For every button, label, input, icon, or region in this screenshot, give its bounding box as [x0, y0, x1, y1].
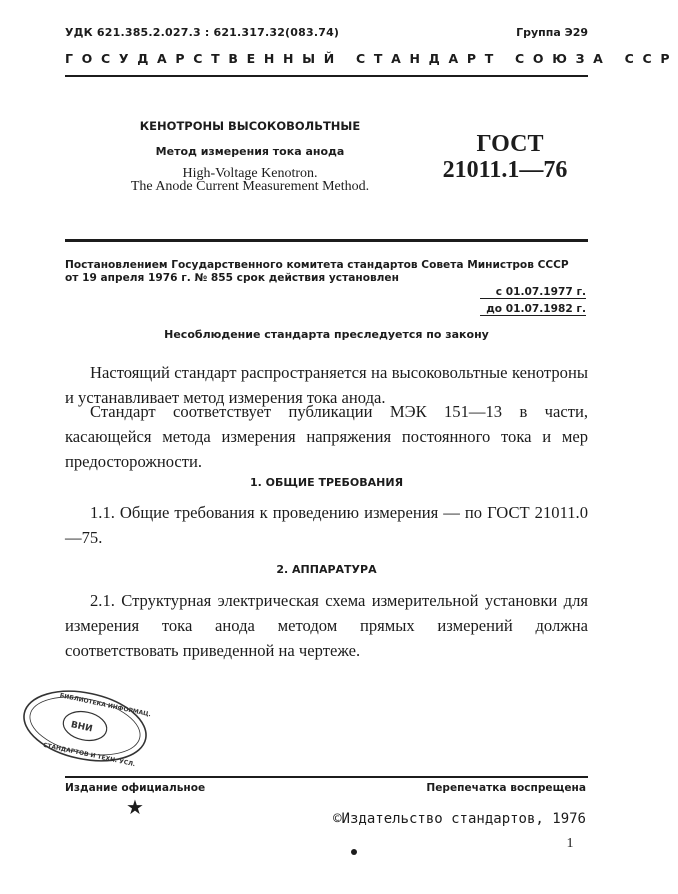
group-code: Группа Э29	[516, 26, 588, 39]
title-en-line2: The Anode Current Measurement Method.	[130, 179, 370, 194]
gost-label: ГОСТ	[476, 131, 544, 157]
section1-heading: 1. ОБЩИЕ ТРЕБОВАНИЯ	[249, 476, 404, 489]
title-en-line1: High-Voltage Kenotron.	[182, 166, 318, 181]
page-dot	[351, 849, 357, 855]
section2-heading: 2. АППАРАТУРА	[276, 563, 377, 576]
validity-from: с 01.07.1977 г.	[480, 286, 586, 299]
gost-number: 21011.1—76	[442, 157, 568, 183]
law-notice: Несоблюдение стандарта преследуется по закону	[164, 328, 489, 341]
intro-paragraph-1: Настоящий стандарт распространяется на высоковольтные кенотроны и устанавливает метод измерения тока анода.	[65, 363, 588, 407]
copyright: ©Издательство стандартов, 1976	[333, 811, 586, 827]
decree-line1: Постановлением Государственного комитета стандартов Совета Министров СССР	[65, 259, 569, 271]
top-rule	[65, 75, 588, 77]
subtitle-ru: Метод измерения тока анода	[155, 145, 345, 158]
svg-text:БИБЛИОТЕКА ИНФОРМАЦ.: БИБЛИОТЕКА ИНФОРМАЦ.	[59, 692, 152, 719]
star-icon: ★	[126, 795, 144, 819]
udk-code: УДК 621.385.2.027.3 : 621.317.32(083.74)	[65, 26, 340, 39]
svg-text:ВНИ: ВНИ	[69, 720, 94, 735]
section2-paragraph: 2.1. Структурная электрическая схема измерительной установки для измерения тока анода методом прямых измерений должна соответствовать приведенной на чертеже.	[65, 591, 588, 660]
library-stamp	[16, 683, 154, 769]
validity-to: до 01.07.1982 г.	[480, 303, 586, 316]
section1-paragraph: 1.1. Общие требования к проведению измерения — по ГОСТ 21011.0—75.	[65, 503, 588, 547]
official-edition: Издание официальное	[65, 782, 206, 794]
footer-rule	[65, 776, 588, 778]
intro-paragraph-2: Стандарт соответствует публикации МЭК 151—13 в части, касающейся метода измерения напряжения постоянного тока и мер предосторожности.	[65, 402, 588, 471]
title-ru: КЕНОТРОНЫ ВЫСОКОВОЛЬТНЫЕ	[139, 119, 361, 133]
state-standard-banner: ГОСУДАРСТВЕННЫЙ СТАНДАРТ СОЮЗА ССР	[65, 51, 678, 66]
svg-text:СТАНДАРТОВ И ТЕХН. УСЛ.: СТАНДАРТОВ И ТЕХН. УСЛ.	[42, 741, 136, 769]
reprint-prohibited: Перепечатка воспрещена	[426, 782, 586, 794]
decree-line2: от 19 апреля 1976 г. № 855 срок действия установлен	[65, 272, 399, 284]
page-number: 1	[566, 836, 574, 851]
title-rule	[65, 239, 588, 242]
